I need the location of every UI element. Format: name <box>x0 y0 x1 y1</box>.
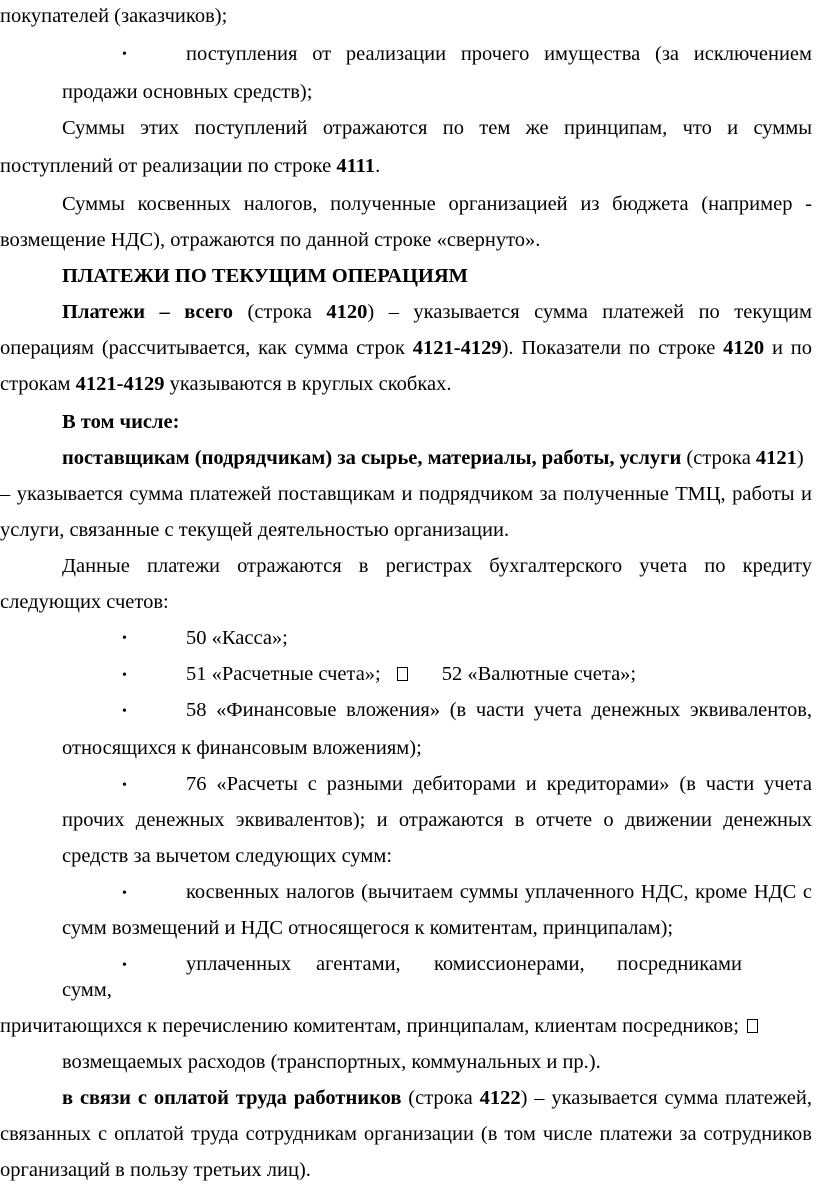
line-number: 4120 <box>723 337 765 359</box>
paragraph-line: Суммы косвенных налогов, полученные организацией из бюджета (например - <box>62 193 812 215</box>
bullet: • <box>122 704 127 719</box>
list-item-text <box>186 664 636 685</box>
subheading <box>62 412 179 433</box>
bullet: • <box>122 778 127 793</box>
paragraph-line: связанных с оплатой труда сотрудникам организации (в том числе платежи за сотрудников <box>0 1123 812 1145</box>
list-item-continuation <box>0 1016 758 1037</box>
list-item-continuation: прочих денежных эквивалентов); и отражаются в отчете о движении денежных <box>62 809 812 831</box>
text: операциям (рассчитывается, как сумма строк <box>0 337 413 359</box>
text: ) <box>796 447 804 469</box>
subheading-text: В том числе: <box>62 411 180 433</box>
square-bullet-icon <box>747 1019 758 1033</box>
paragraph-line <box>0 338 812 359</box>
text: поступлений от реализации по строке <box>0 155 337 177</box>
paragraph-line <box>62 1088 812 1109</box>
list-item-text: косвенных налогов (вычитаем суммы уплаченного НДС, кроме НДС с <box>186 881 812 903</box>
text: и по <box>764 337 812 359</box>
bullet: • <box>122 886 127 901</box>
term: в связи с оплатой труда работников <box>62 1087 402 1109</box>
list-item-text: поступления от реализации прочего имущества (за исключением <box>186 43 812 65</box>
line-number: 4121-4129 <box>412 337 502 359</box>
list-item-text: 76 «Расчеты с разными дебиторами и кредиторами» (в части учета <box>186 773 812 795</box>
paragraph-line: возмещение НДС), отражаются по данной строке «свернуто». <box>0 229 541 251</box>
term: Платежи – всего <box>62 301 234 323</box>
bullet: • <box>122 631 127 646</box>
list-item-text: 58 «Финансовые вложения» (в части учета денежных эквивалентов, <box>186 699 812 721</box>
text: (строка <box>233 301 327 323</box>
list-item-text: 50 «Касса»; <box>186 627 288 649</box>
text: ). Показатели по строке <box>501 337 724 359</box>
line-number: 4121 <box>755 447 797 469</box>
section-heading <box>62 266 468 287</box>
list-item-text: возмещаемых расходов (транспортных, коммунальных и пр.). <box>62 1051 601 1073</box>
line-number: 4111 <box>336 155 376 177</box>
paragraph-line: Данные платежи отражаются в регистрах бухгалтерского учета по кредиту <box>62 555 812 577</box>
text-line: покупателей (заказчиков); <box>0 5 228 27</box>
text: . <box>375 155 381 177</box>
paragraph-line: организаций в пользу третьих лиц). <box>0 1159 311 1181</box>
line-number: 4122 <box>479 1087 521 1109</box>
list-item-continuation: относящихся к финансовым вложениям); <box>62 737 422 759</box>
text: (строка <box>681 447 756 469</box>
text: (строка <box>401 1087 480 1109</box>
text: ) – указывается сумма платежей по текущим <box>367 301 812 323</box>
paragraph-line <box>0 156 380 177</box>
list-item-continuation: сумм, <box>62 979 112 1001</box>
text: причитающихся к перечислению комитентам, принципалам, клиентам посредников; <box>0 1015 739 1037</box>
text: строкам <box>0 373 76 395</box>
term: поставщикам (подрядчикам) за сырье, материалы, работы, услуги <box>62 447 682 469</box>
list-item-word: комиссионерами, <box>434 953 585 975</box>
heading-text: ПЛАТЕЖИ ПО ТЕКУЩИМ ОПЕРАЦИЯМ <box>62 265 469 287</box>
list-item-word: агентами, <box>316 953 401 975</box>
paragraph-line <box>0 374 451 395</box>
paragraph-line <box>62 448 804 469</box>
text: ) – указывается сумма платежей, <box>520 1087 812 1109</box>
square-bullet-icon <box>397 667 408 681</box>
paragraph-line: Суммы этих поступлений отражаются по тем же принципам, что и суммы <box>62 117 812 139</box>
paragraph-line <box>62 302 812 323</box>
text: 52 «Валютные счета»; <box>441 663 637 685</box>
paragraph-line: услуги, связанные с текущей деятельностью организации. <box>0 519 510 541</box>
paragraph-line: – указывается сумма платежей поставщикам и подрядчиком за полученные ТМЦ, работы и <box>0 483 812 505</box>
line-number: 4120 <box>326 301 368 323</box>
text: указываются в круглых скобках. <box>164 373 452 395</box>
list-item-word: посредниками <box>617 953 742 975</box>
list-item-word: уплаченных <box>186 953 292 975</box>
bullet: • <box>122 668 127 683</box>
paragraph-line: следующих счетов: <box>0 591 169 613</box>
list-item-continuation: продажи основных средств); <box>62 81 313 103</box>
bullet: • <box>122 47 127 62</box>
list-item-continuation: сумм возмещений и НДС относящегося к комитентам, принципалам); <box>62 917 674 939</box>
line-number: 4121-4129 <box>75 373 165 395</box>
text: 51 «Расчетные счета»; <box>186 663 381 685</box>
bullet: • <box>122 958 127 973</box>
list-item-continuation: средств за вычетом следующих сумм: <box>62 845 393 867</box>
